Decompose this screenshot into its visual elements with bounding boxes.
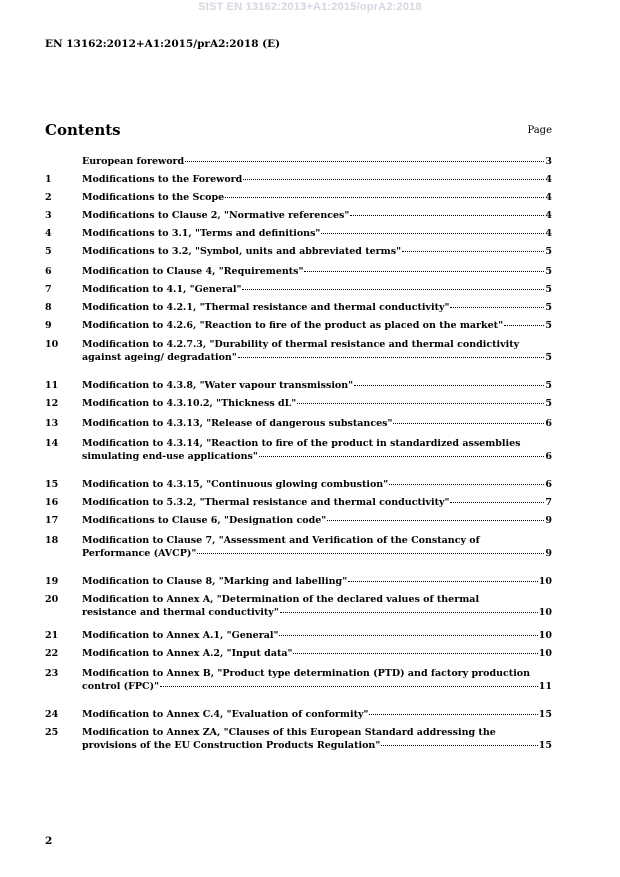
- dot-leader: [259, 456, 545, 457]
- toc-entry[interactable]: [45, 708, 552, 721]
- toc-entry[interactable]: [45, 647, 552, 660]
- dot-leader: [327, 520, 544, 521]
- toc-entry[interactable]: [45, 191, 552, 204]
- toc-entry-number: 16: [45, 497, 59, 508]
- toc-entry-title: Modification to 4.3.8, "Water vapour transmission": [82, 380, 354, 391]
- dot-leader: [304, 271, 544, 272]
- toc-entry-page: 9: [545, 515, 552, 526]
- watermark: SIST EN 13162:2013+A1:2015/oprA2:2018: [198, 1, 422, 13]
- toc-entry-number: 17: [45, 515, 59, 526]
- toc-entry-number: 21: [45, 630, 59, 641]
- toc-entry-title: Modification to 4.3.15, "Continuous glowing combustion": [82, 479, 389, 490]
- toc-entry-page: 15: [538, 709, 552, 720]
- table-of-contents: [45, 155, 552, 752]
- toc-entry-title: Modification to Clause 4, "Requirements": [82, 266, 304, 277]
- toc-entry-number: 18: [45, 535, 59, 546]
- dot-leader: [293, 653, 537, 654]
- toc-entry-title: against ageing/ degradation": [82, 352, 237, 363]
- toc-entry-number: 15: [45, 479, 59, 490]
- toc-entry-title: Modifications to the Foreword: [82, 174, 243, 185]
- toc-entry-title-line: Modification to Annex ZA, "Clauses of this European Standard addressing the: [82, 727, 496, 738]
- toc-entry[interactable]: [45, 397, 552, 410]
- toc-entry-number: 12: [45, 398, 59, 409]
- toc-entry[interactable]: [45, 283, 552, 296]
- dot-leader: [381, 745, 537, 746]
- toc-entry-page: 5: [545, 266, 552, 277]
- toc-entry-title-line: Modification to Annex B, "Product type determination (PTD) and factory production: [82, 668, 531, 679]
- document-id-header: EN 13162:2012+A1:2015/prA2:2018 (E): [45, 38, 281, 50]
- toc-entry-number: 7: [45, 284, 52, 295]
- toc-entry-title: Modification to Clause 8, "Marking and labelling": [82, 576, 348, 587]
- dot-leader: [504, 325, 544, 326]
- dot-leader: [402, 251, 544, 252]
- toc-entry-number: 9: [45, 320, 52, 331]
- toc-entry-title: Modifications to Clause 2, "Normative references": [82, 210, 350, 221]
- toc-entry-title: Modification to Annex A.2, "Input data": [82, 648, 293, 659]
- toc-entry-title: control (FPC)": [82, 681, 160, 692]
- dot-leader: [450, 307, 544, 308]
- toc-entry-page: 11: [538, 681, 552, 692]
- toc-entry-title: Modifications to Clause 6, "Designation code": [82, 515, 327, 526]
- toc-entry-page: 10: [538, 648, 552, 659]
- dot-leader: [450, 502, 544, 503]
- dot-leader: [389, 484, 544, 485]
- toc-entry-title-line: Modification to 4.3.14, "Reaction to fire of the product in standardized assemblies: [82, 438, 521, 449]
- toc-entry-number: 8: [45, 302, 52, 313]
- dot-leader: [348, 581, 538, 582]
- toc-entry-title: Modification to 4.2.1, "Thermal resistance and thermal conductivity": [82, 302, 450, 313]
- toc-entry[interactable]: [45, 534, 552, 560]
- dot-leader: [160, 686, 538, 687]
- toc-entry-page: 5: [545, 246, 552, 257]
- dot-leader: [393, 423, 544, 424]
- toc-entry-page: 5: [545, 302, 552, 313]
- toc-entry-title-line: Modification to Clause 7, "Assessment and Verification of the Constancy of: [82, 535, 480, 546]
- toc-entry-number: 19: [45, 576, 59, 587]
- toc-entry-page: 5: [545, 320, 552, 331]
- toc-entry[interactable]: [45, 667, 552, 693]
- toc-entry-title: Modifications to 3.2, "Symbol, units and abbreviated terms": [82, 246, 402, 257]
- toc-entry-title: simulating end-use applications": [82, 451, 258, 462]
- toc-entry-title: Modification to Annex C.4, "Evaluation of conformity": [82, 709, 369, 720]
- toc-entry-page: 5: [545, 352, 552, 363]
- toc-entry-page: 5: [545, 380, 552, 391]
- toc-entry-number: 20: [45, 594, 59, 605]
- toc-entry-page: 7: [545, 497, 552, 508]
- toc-entry-page: 10: [538, 607, 552, 618]
- toc-entry-number: 6: [45, 266, 52, 277]
- toc-entry[interactable]: [45, 209, 552, 222]
- toc-entry-title: provisions of the EU Construction Products Regulation": [82, 740, 381, 751]
- toc-entry-title: resistance and thermal conductivity": [82, 607, 279, 618]
- dot-leader: [197, 553, 544, 554]
- toc-entry[interactable]: [45, 496, 552, 509]
- toc-entry[interactable]: [45, 173, 552, 186]
- toc-entry-title: Modifications to the Scope: [82, 192, 225, 203]
- toc-entry-page: 5: [545, 284, 552, 295]
- toc-entry[interactable]: [45, 319, 552, 332]
- dot-leader: [354, 385, 544, 386]
- toc-entry-number: 5: [45, 246, 52, 257]
- toc-entry-title: Modifications to 3.1, "Terms and definitions": [82, 228, 321, 239]
- toc-entry-title-line: Modification to Annex A, "Determination of the declared values of thermal: [82, 594, 480, 605]
- toc-entry-page: 6: [545, 418, 552, 429]
- toc-entry[interactable]: [45, 265, 552, 278]
- footer-page-number: 2: [45, 835, 53, 847]
- toc-entry-number: 24: [45, 709, 59, 720]
- toc-entry-page: 4: [545, 174, 552, 185]
- toc-entry-number: 3: [45, 210, 52, 221]
- dot-leader: [280, 612, 538, 613]
- toc-entry-page: 9: [545, 548, 552, 559]
- dot-leader: [243, 179, 544, 180]
- toc-entry[interactable]: [45, 417, 552, 430]
- toc-entry-page: 6: [545, 479, 552, 490]
- toc-entry[interactable]: [45, 245, 552, 258]
- toc-entry[interactable]: [45, 227, 552, 240]
- toc-entry-page: 3: [545, 156, 552, 167]
- toc-entry-page: 10: [538, 576, 552, 587]
- toc-entry[interactable]: [45, 629, 552, 642]
- page-column-label: Page: [527, 125, 552, 136]
- toc-entry-number: 11: [45, 380, 59, 391]
- toc-entry[interactable]: [45, 155, 552, 168]
- toc-entry-title: Modification to 5.3.2, "Thermal resistance and thermal conductivity": [82, 497, 450, 508]
- toc-entry-number: 4: [45, 228, 52, 239]
- toc-entry-number: 22: [45, 648, 59, 659]
- toc-entry-page: 4: [545, 228, 552, 239]
- dot-leader: [279, 635, 537, 636]
- toc-entry-page: 4: [545, 192, 552, 203]
- toc-entry[interactable]: [45, 514, 552, 527]
- dot-leader: [225, 197, 544, 198]
- toc-entry-title: European foreword: [82, 156, 185, 167]
- toc-entry-number: 23: [45, 668, 59, 679]
- toc-entry-title: Modification to 4.1, "General": [82, 284, 242, 295]
- dot-leader: [185, 161, 544, 162]
- toc-entry-number: 13: [45, 418, 59, 429]
- toc-entry[interactable]: [45, 379, 552, 392]
- dot-leader: [321, 233, 544, 234]
- dot-leader: [350, 215, 544, 216]
- toc-entry-number: 14: [45, 438, 59, 449]
- toc-entry-number: 10: [45, 339, 59, 350]
- dot-leader: [238, 357, 545, 358]
- toc-entry[interactable]: [45, 478, 552, 491]
- toc-entry-page: 10: [538, 630, 552, 641]
- toc-entry-title: Modification to 4.2.6, "Reaction to fire of the product as placed on the market": [82, 320, 504, 331]
- toc-entry[interactable]: [45, 726, 552, 752]
- dot-leader: [297, 403, 544, 404]
- toc-entry[interactable]: [45, 338, 552, 364]
- toc-entry-title-line: Modification to 4.2.7.3, "Durability of thermal resistance and thermal condictivity: [82, 339, 520, 350]
- toc-entry-number: 2: [45, 192, 52, 203]
- toc-entry-page: 15: [538, 740, 552, 751]
- toc-entry-title: Modification to Annex A.1, "General": [82, 630, 279, 641]
- toc-entry-title: Modification to 4.3.10.2, "Thickness dL": [82, 398, 297, 409]
- toc-entry-page: 6: [545, 451, 552, 462]
- toc-entry-title: Modification to 4.3.13, "Release of dangerous substances": [82, 418, 393, 429]
- toc-entry-page: 5: [545, 398, 552, 409]
- toc-entry[interactable]: [45, 437, 552, 463]
- toc-entry[interactable]: [45, 593, 552, 619]
- toc-entry-number: 1: [45, 174, 52, 185]
- toc-entry-title: Performance (AVCP)": [82, 548, 197, 559]
- toc-entry[interactable]: [45, 301, 552, 314]
- toc-entry-page: 4: [545, 210, 552, 221]
- toc-entry[interactable]: [45, 575, 552, 588]
- dot-leader: [242, 289, 544, 290]
- contents-title: Contents: [45, 121, 121, 139]
- dot-leader: [369, 714, 537, 715]
- toc-entry-number: 25: [45, 727, 59, 738]
